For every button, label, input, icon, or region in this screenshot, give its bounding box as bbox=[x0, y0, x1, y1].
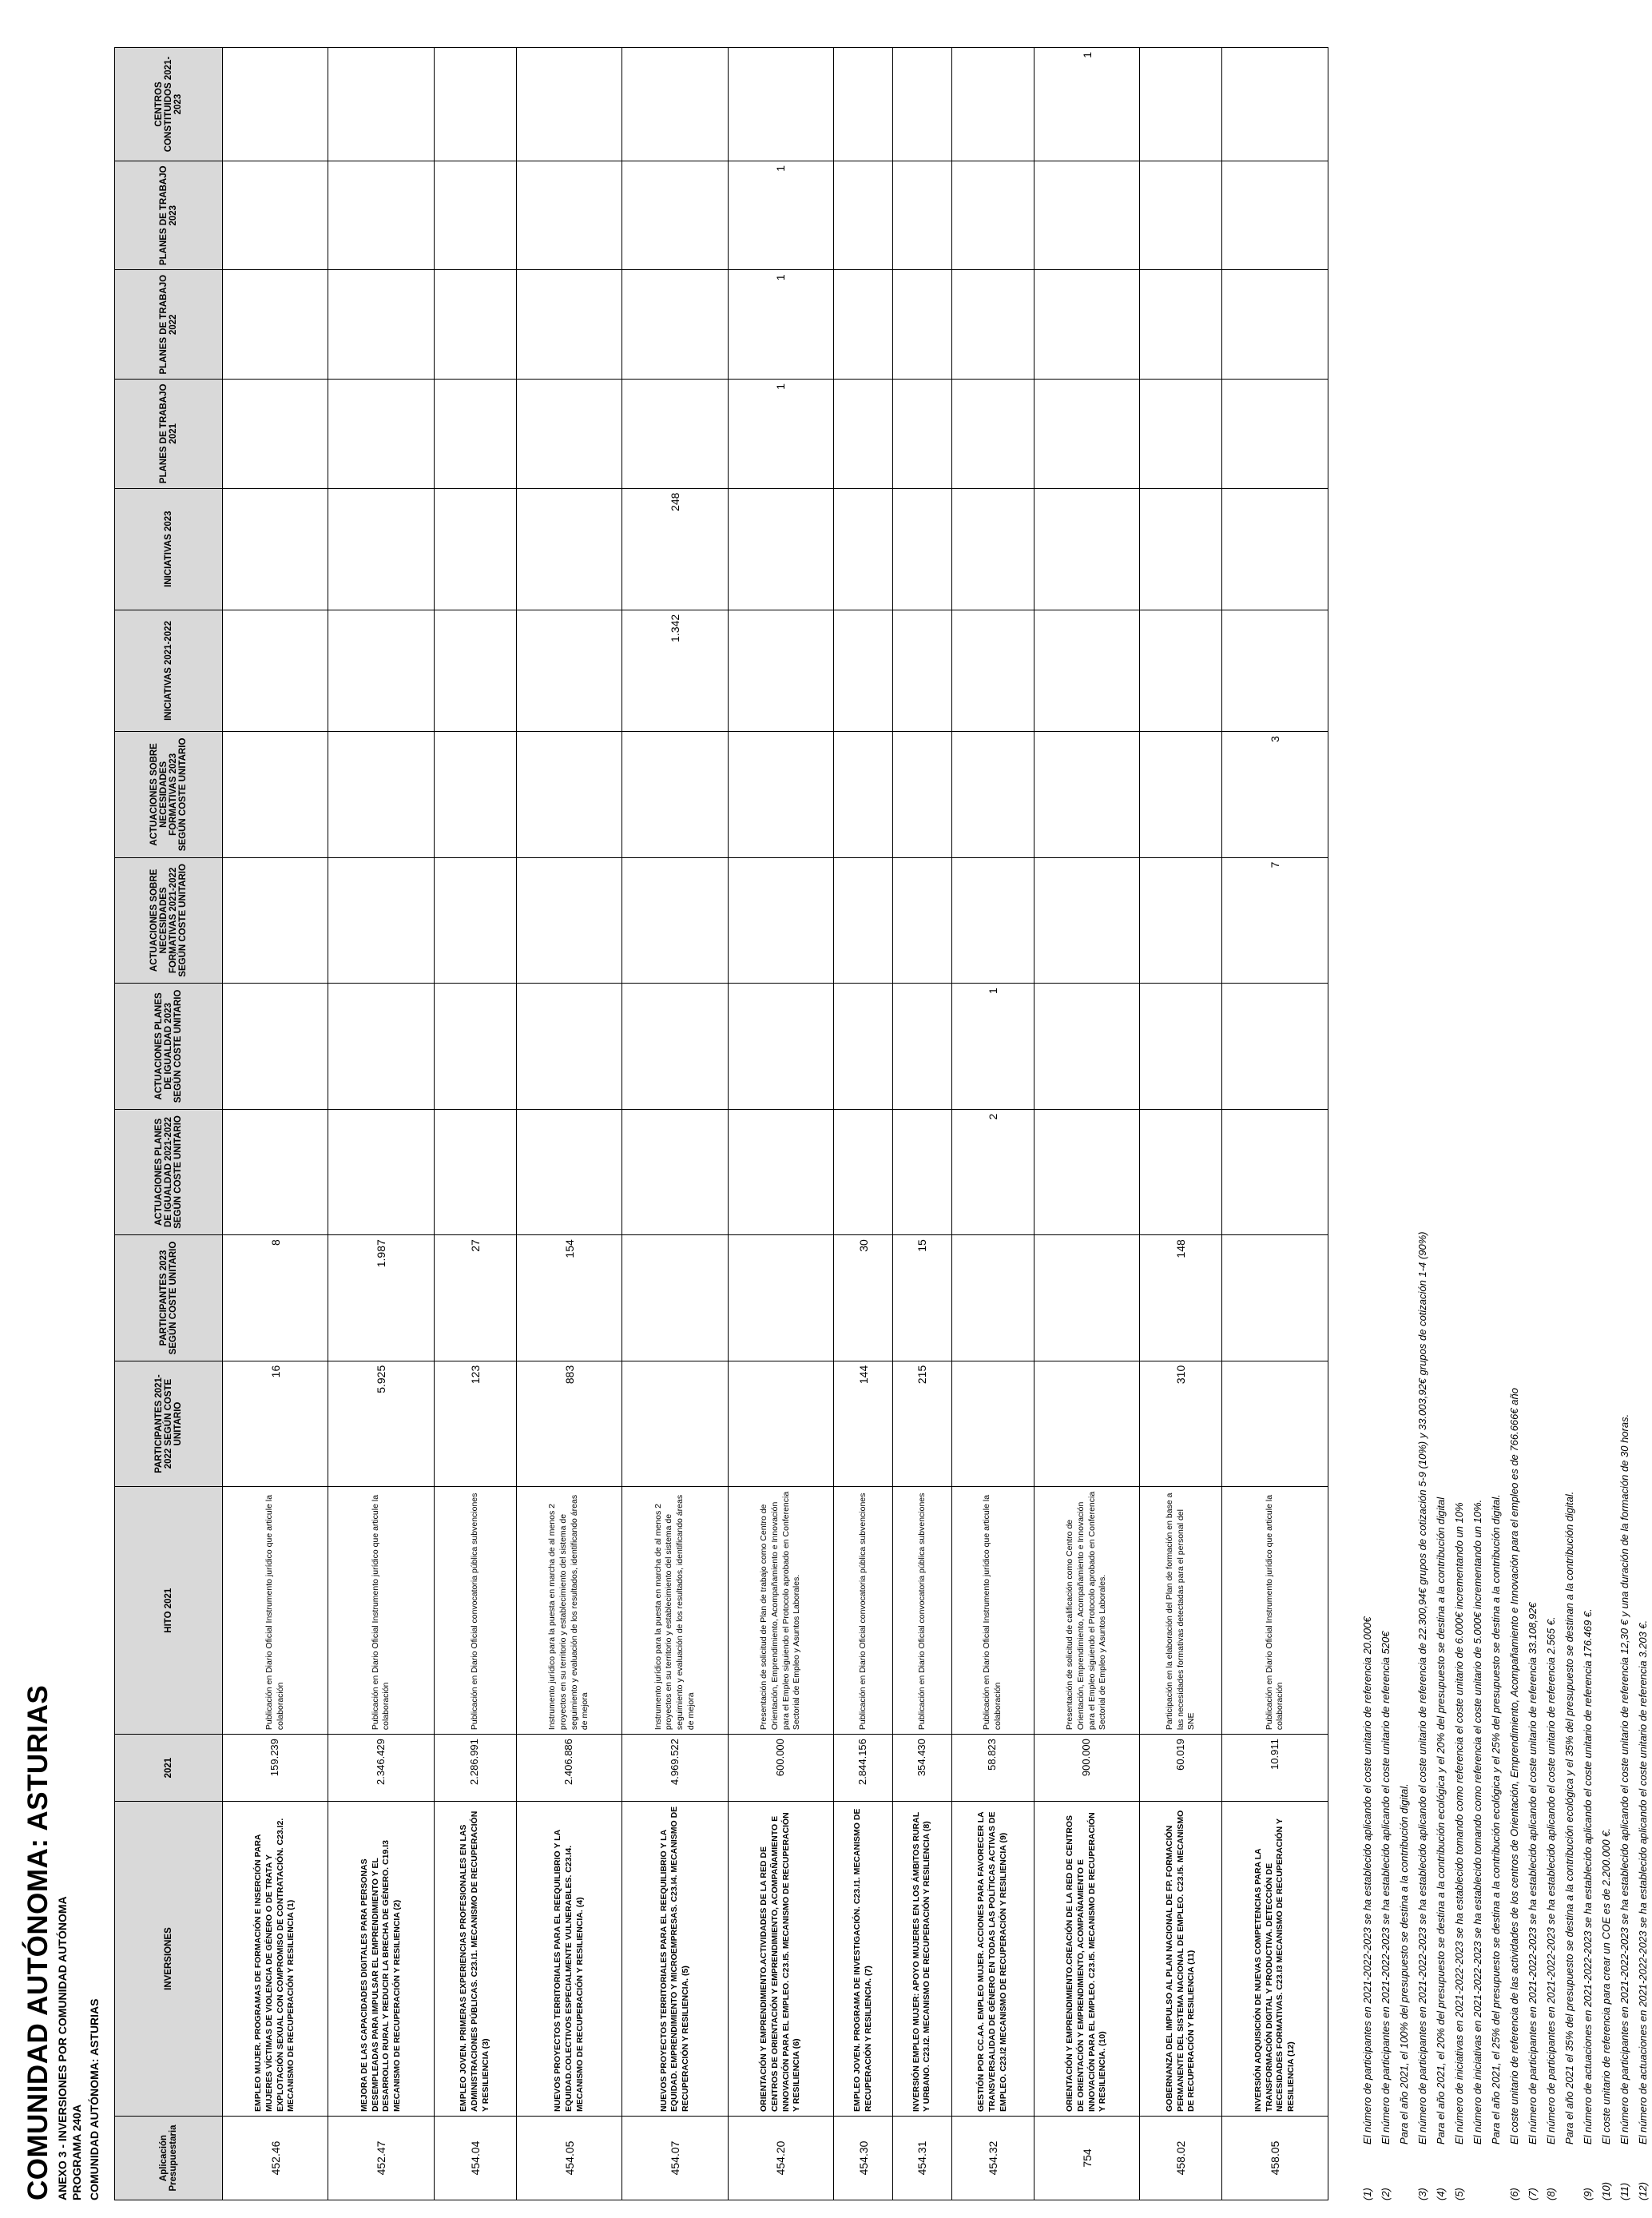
investment-cell: EMPLEO JOVEN. PRIMERAS EXPERIENCIAS PROFESIONALES EN LAS ADMINISTRACIONES PÚBLICAS. C23.I1. MECANISMO DE RECUPERACIÓN Y RESILIENCIA (3) bbox=[434, 1802, 516, 2117]
table-row bbox=[951, 48, 1034, 2200]
amount-2021-cell: 2.286.991 bbox=[434, 1735, 516, 1802]
value-cell bbox=[223, 857, 328, 984]
investment-cell: NUEVOS PROYECTOS TERRITORIALES PARA EL REEQUILIBRIO Y LA EQUIDAD.COLECTIVOS ESPECIALMENTE VULNERABLES. C23.I4. MECANISMO DE RECUPERACIÓN Y RESILIENCIA. (4) bbox=[516, 1802, 621, 2117]
value-cell bbox=[1222, 161, 1328, 270]
value-cell bbox=[516, 48, 621, 161]
value-cell bbox=[622, 380, 728, 489]
footnote-id: (2) bbox=[1380, 2188, 1392, 2200]
value-cell bbox=[728, 488, 833, 610]
value-cell bbox=[951, 1361, 1034, 1487]
footnote-id: (12) bbox=[1637, 2181, 1649, 2200]
amount-2021-cell: 58.823 bbox=[951, 1735, 1034, 1802]
value-cell bbox=[328, 1109, 434, 1235]
footnote-id: (5) bbox=[1453, 2188, 1465, 2200]
footnote bbox=[1450, 1231, 1468, 2200]
investment-cell: ORIENTACIÓN Y EMPRENDIMIENTO.CREACIÓN DE LA RED DE CENTROS DE ORIENTACIÓN Y EMPRENDIMIENTO, ACOMPAÑAMIENTO E INNOVACIÓN PARA EL EMPLEO. C23.I5. MECANISMO DE RECUPERACIÓN Y RESILIENCIA. (10) bbox=[1034, 1802, 1139, 2117]
value-cell bbox=[328, 857, 434, 984]
value-cell bbox=[834, 732, 893, 858]
value-cell bbox=[223, 610, 328, 731]
budget-code-cell: 454.20 bbox=[728, 2116, 833, 2200]
value-cell bbox=[622, 48, 728, 161]
value-cell bbox=[893, 984, 952, 1110]
value-cell bbox=[1140, 984, 1222, 1110]
value-cell bbox=[1034, 488, 1139, 610]
value-cell bbox=[223, 270, 328, 380]
value-cell bbox=[516, 984, 621, 1110]
footnote-text: El número de actuaciones en 2021-2022-2023 se ha establecido aplicando el coste unitario de referencia 3.203 €. bbox=[1637, 1620, 1649, 2144]
footnote-id: (8) bbox=[1545, 2188, 1557, 2200]
amount-2021-cell: 354.430 bbox=[893, 1735, 952, 1802]
footnote-id: (1) bbox=[1361, 2188, 1373, 2200]
value-cell: 2 bbox=[951, 1109, 1034, 1235]
value-cell bbox=[1222, 1109, 1328, 1235]
footnote bbox=[1579, 1231, 1597, 2200]
value-cell bbox=[728, 48, 833, 161]
value-cell bbox=[223, 984, 328, 1110]
value-cell bbox=[834, 380, 893, 489]
footnote bbox=[1413, 1231, 1432, 2200]
investment-cell: EMPLEO MUJER. PROGRAMAS DE FORMACIÓN E INSERCIÓN PARA MUJERES VÍCTIMAS DE VIOLENCIA DE GÉNERO O DE TRATA Y EXPLOTACIÓN SEXUAL CON COMPROMISO DE CONTRATACIÓN. C23.I2. MECANISMO DE RECUPERACIÓN Y RESILIENCIA (1) bbox=[223, 1802, 328, 2117]
value-cell bbox=[516, 1109, 621, 1235]
value-cell bbox=[834, 610, 893, 731]
value-cell bbox=[834, 488, 893, 610]
value-cell bbox=[1140, 1109, 1222, 1235]
footnote-id: (3) bbox=[1416, 2188, 1428, 2200]
program-label: PROGRAMA 240A bbox=[70, 2104, 83, 2200]
value-cell bbox=[728, 984, 833, 1110]
value-cell bbox=[328, 984, 434, 1110]
budget-code-cell: 458.02 bbox=[1140, 2116, 1222, 2200]
budget-code-cell: 452.47 bbox=[328, 2116, 434, 2200]
footnote-text: El número de participantes en 2021-2022-2023 se ha establecido aplicando el coste unitario de referencia de 22.300,94€ grupos de cotización 5-9 (10%) y 33.003,92€ grupos de cotización 1-4 (90%) bbox=[1416, 1231, 1428, 2144]
footnote bbox=[1468, 1231, 1487, 2200]
milestone-cell: Publicación en Diario Oficial convocatoria pública subvenciones bbox=[434, 1487, 516, 1735]
investment-cell: NUEVOS PROYECTOS TERRITORIALES PARA EL REEQUILIBRIO Y LA EQUIDAD. EMPRENDIMIENTO Y MICROEMPRESAS. C23.I4. MECANISMO DE RECUPERACIÓN Y RESILIENCIA. (5) bbox=[622, 1802, 728, 2117]
column-header: CENTROS CONSTITUIDOS 2021-2023 bbox=[115, 48, 223, 161]
value-cell bbox=[328, 380, 434, 489]
footnote-text: El número de participantes en 2021-2022-2023 se ha establecido aplicando el coste unitario de referencia 20.000€ bbox=[1361, 1616, 1373, 2144]
footnote bbox=[1376, 1231, 1395, 2200]
footnote-id: (6) bbox=[1508, 2188, 1520, 2200]
footnote bbox=[1432, 1231, 1450, 2200]
column-header: ACTUACIONES PLANES DE IGUALDAD 2023 SEGÚN COSTE UNITARIO bbox=[115, 984, 223, 1110]
value-cell bbox=[516, 732, 621, 858]
value-cell bbox=[728, 1235, 833, 1361]
value-cell bbox=[516, 857, 621, 984]
column-header: INVERSIONES bbox=[115, 1802, 223, 2117]
budget-code-cell: 754 bbox=[1034, 2116, 1139, 2200]
value-cell: 883 bbox=[516, 1361, 621, 1487]
value-cell: 123 bbox=[434, 1361, 516, 1487]
value-cell bbox=[434, 270, 516, 380]
value-cell bbox=[1034, 1361, 1139, 1487]
value-cell bbox=[893, 488, 952, 610]
value-cell bbox=[516, 161, 621, 270]
milestone-cell: Presentación de solicitud de calificación como Centro de Orientación, Emprendimiento, Acompañamiento e Innovación para el Empleo siguiendo el Protocolo aprobado en Conferencia Sectorial de Empleo y Asuntos Laborales. bbox=[1034, 1487, 1139, 1735]
value-cell: 1.987 bbox=[328, 1235, 434, 1361]
investments-table bbox=[114, 47, 1328, 2200]
footnote-text: El número de participantes en 2021-2022-2023 se ha establecido aplicando el coste unitario de referencia 12,30 € y una duración de la formación de 30 horas. bbox=[1618, 1413, 1630, 2144]
value-cell bbox=[893, 857, 952, 984]
value-cell bbox=[1034, 984, 1139, 1110]
value-cell bbox=[893, 1109, 952, 1235]
value-cell: 1.342 bbox=[622, 610, 728, 731]
value-cell: 5.925 bbox=[328, 1361, 434, 1487]
value-cell bbox=[622, 270, 728, 380]
footnote bbox=[1542, 1231, 1560, 2200]
value-cell bbox=[951, 857, 1034, 984]
value-cell bbox=[622, 161, 728, 270]
value-cell bbox=[1222, 1235, 1328, 1361]
amount-2021-cell: 600.000 bbox=[728, 1735, 833, 1802]
milestone-cell: Instrumento jurídico para la puesta en marcha de al menos 2 proyectos en su territorio y establecimiento del sistema de seguimiento y evaluación de los resultados, identificando áreas de mejora bbox=[622, 1487, 728, 1735]
value-cell bbox=[434, 732, 516, 858]
value-cell bbox=[951, 732, 1034, 858]
milestone-cell: Instrumento jurídico para la puesta en marcha de al menos 2 proyectos en su territorio y establecimiento del sistema de seguimiento y evaluación de los resultados, identificando áreas de mejora bbox=[516, 1487, 621, 1735]
footnote-text: El número de iniciativas en 2021-2022-2023 se ha establecido tomando como referencia el coste unitario de 6.000€ incrementando un 10% bbox=[1453, 1502, 1465, 2144]
budget-code-cell: 454.31 bbox=[893, 2116, 952, 2200]
footnote-text: El coste unitario de referencia para crear un COE es de 2.200.000 €. bbox=[1600, 1827, 1612, 2144]
table-row bbox=[516, 48, 621, 2200]
budget-code-cell: 454.32 bbox=[951, 2116, 1034, 2200]
community-label: COMUNIDAD AUTÓNOMA: ASTURIAS bbox=[88, 1998, 101, 2200]
column-header: PARTICIPANTES 2023 SEGÚN COSTE UNITARIO bbox=[115, 1235, 223, 1361]
value-cell bbox=[728, 1361, 833, 1487]
column-header: ACTUACIONES PLANES DE IGUALDAD 2021-2022 SEGÚN COSTE UNITARIO bbox=[115, 1109, 223, 1235]
value-cell bbox=[1140, 161, 1222, 270]
footnote bbox=[1487, 1231, 1505, 2200]
amount-2021-cell: 4.969.522 bbox=[622, 1735, 728, 1802]
value-cell bbox=[434, 984, 516, 1110]
milestone-cell: Publicación en Diario Oficial convocatoria pública subvenciones bbox=[893, 1487, 952, 1735]
value-cell: 248 bbox=[622, 488, 728, 610]
table-row bbox=[834, 48, 893, 2200]
value-cell bbox=[1140, 732, 1222, 858]
table-row bbox=[728, 48, 833, 2200]
value-cell bbox=[893, 161, 952, 270]
value-cell: 1 bbox=[951, 984, 1034, 1110]
budget-code-cell: 454.04 bbox=[434, 2116, 516, 2200]
value-cell bbox=[834, 857, 893, 984]
budget-code-cell: 454.07 bbox=[622, 2116, 728, 2200]
value-cell: 3 bbox=[1222, 732, 1328, 858]
value-cell bbox=[328, 48, 434, 161]
footnote-text: El coste unitario de referencia de las actividades de los centros de Orientación, Emprendimiento, Acompañamiento e Innovación para el empleo es de 766.666€ año bbox=[1508, 1388, 1520, 2144]
table-row bbox=[893, 48, 952, 2200]
value-cell bbox=[1140, 270, 1222, 380]
column-header: ACTUACIONES SOBRE NECESIDADES FORMATIVAS 2023 SEGÚN COSTE UNITARIO bbox=[115, 732, 223, 858]
footnotes bbox=[1358, 1231, 1652, 2200]
investment-cell: GOBERNANZA DEL IMPULSO AL PLAN NACIONAL DE FP. FORMACIÓN PERMANENTE DEL SISTEMA NACIONAL DE EMPLEO. C23.I5. MECANISMO DE RECUPERACIÓN Y RESILIENCIA (11) bbox=[1140, 1802, 1222, 2117]
value-cell: 154 bbox=[516, 1235, 621, 1361]
value-cell bbox=[223, 488, 328, 610]
amount-2021-cell: 2.346.429 bbox=[328, 1735, 434, 1802]
value-cell: 7 bbox=[1222, 857, 1328, 984]
budget-code-cell: 452.46 bbox=[223, 2116, 328, 2200]
value-cell bbox=[328, 610, 434, 731]
value-cell bbox=[1140, 48, 1222, 161]
value-cell bbox=[834, 1109, 893, 1235]
value-cell bbox=[834, 270, 893, 380]
value-cell bbox=[1034, 1109, 1139, 1235]
value-cell bbox=[1034, 270, 1139, 380]
value-cell bbox=[1222, 380, 1328, 489]
value-cell: 144 bbox=[834, 1361, 893, 1487]
value-cell bbox=[728, 732, 833, 858]
value-cell bbox=[951, 1235, 1034, 1361]
value-cell bbox=[834, 161, 893, 270]
value-cell bbox=[1034, 380, 1139, 489]
value-cell: 215 bbox=[893, 1361, 952, 1487]
footnote-text: El número de participantes en 2021-2022-2023 se ha establecido aplicando el coste unitario de referencia 33.108,92€ bbox=[1527, 1602, 1539, 2144]
value-cell bbox=[893, 610, 952, 731]
value-cell bbox=[622, 1361, 728, 1487]
amount-2021-cell: 2.844.156 bbox=[834, 1735, 893, 1802]
footnote bbox=[1395, 1231, 1413, 2200]
value-cell bbox=[1034, 161, 1139, 270]
footnote bbox=[1523, 1231, 1542, 2200]
table-row bbox=[1140, 48, 1222, 2200]
table-row bbox=[328, 48, 434, 2200]
milestone-cell: Publicación en Diario Oficial Instrumento jurídico que articule la colaboración bbox=[1222, 1487, 1328, 1735]
value-cell bbox=[328, 488, 434, 610]
value-cell: 1 bbox=[728, 270, 833, 380]
value-cell bbox=[728, 857, 833, 984]
value-cell: 16 bbox=[223, 1361, 328, 1487]
value-cell: 15 bbox=[893, 1235, 952, 1361]
table-row bbox=[622, 48, 728, 2200]
value-cell bbox=[1222, 984, 1328, 1110]
value-cell bbox=[1140, 857, 1222, 984]
footnote-text: Para el año 2021, el 100% del presupuesto se destina a la contribución digital. bbox=[1398, 1783, 1410, 2144]
value-cell bbox=[893, 732, 952, 858]
value-cell bbox=[434, 857, 516, 984]
footnote-id: (9) bbox=[1582, 2188, 1594, 2200]
column-header: Aplicación Presupuestaria bbox=[115, 2116, 223, 2200]
value-cell bbox=[1222, 1361, 1328, 1487]
milestone-cell: Participación en la elaboración del Plan de formación en base a las necesidades formativas detectadas para el personal del SNE bbox=[1140, 1487, 1222, 1735]
value-cell: 27 bbox=[434, 1235, 516, 1361]
amount-2021-cell: 10.911 bbox=[1222, 1735, 1328, 1802]
table-body bbox=[223, 48, 1328, 2200]
footnote-text: El número de iniciativas en 2021-2022-2023 se ha establecido tomando como referencia el coste unitario de 5.000€ incrementando un 10%. bbox=[1471, 1499, 1483, 2144]
value-cell bbox=[223, 48, 328, 161]
footnote-text: El número de actuaciones en 2021-2022-2023 se ha establecido aplicando el coste unitario de referencia 176.469 €. bbox=[1582, 1608, 1594, 2144]
value-cell bbox=[1140, 380, 1222, 489]
value-cell bbox=[434, 610, 516, 731]
footnote-text: El número de participantes en 2021-2022-2023 se ha establecido aplicando el coste unitario de referencia 2.565 €. bbox=[1545, 1616, 1557, 2144]
investment-cell: MEJORA DE LAS CAPACIDADES DIGITALES PARA PERSONAS DESEMPLEADAS PARA IMPULSAR EL EMPRENDIMIENTO Y EL DESARROLLO RURAL Y REDUCIR LA BRECHA DE GÉNERO. C19.I3 MECANISMO DE RECUPERACIÓN Y RESILIENCIA (2) bbox=[328, 1802, 434, 2117]
budget-code-cell: 454.30 bbox=[834, 2116, 893, 2200]
value-cell bbox=[1222, 610, 1328, 731]
footnote-text: El número de participantes en 2021-2022-2023 se ha establecido aplicando el coste unitario de referencia 520€ bbox=[1380, 1631, 1392, 2144]
value-cell bbox=[328, 270, 434, 380]
value-cell bbox=[893, 380, 952, 489]
value-cell bbox=[951, 48, 1034, 161]
investment-cell: GESTIÓN POR CC.AA. EMPLEO MUJER. ACCIONES PARA FAVORECER LA TRANSVERSALIDAD DE GÉNERO EN TODAS LAS POLÍTICAS ACTIVAS DE EMPLEO. C23.I2 MECANISMO DE RECUPERACIÓN Y RESILIENCIA (9) bbox=[951, 1802, 1034, 2117]
column-header: ACTUACIONES SOBRE NECESIDADES FORMATIVAS 2021-2022 SEGÚN COSTE UNITARIO bbox=[115, 857, 223, 984]
table-row bbox=[1222, 48, 1328, 2200]
footnote bbox=[1597, 1231, 1615, 2200]
value-cell: 148 bbox=[1140, 1235, 1222, 1361]
amount-2021-cell: 2.406.886 bbox=[516, 1735, 621, 1802]
value-cell bbox=[434, 48, 516, 161]
value-cell bbox=[1034, 857, 1139, 984]
value-cell bbox=[1140, 488, 1222, 610]
value-cell bbox=[434, 488, 516, 610]
milestone-cell: Publicación en Diario Oficial Instrumento jurídico que articule la colaboración bbox=[223, 1487, 328, 1735]
value-cell bbox=[223, 1109, 328, 1235]
footnote bbox=[1358, 1231, 1376, 2200]
footnote bbox=[1615, 1231, 1634, 2200]
footnote-id: (11) bbox=[1618, 2182, 1630, 2200]
value-cell bbox=[622, 1235, 728, 1361]
table-row bbox=[1034, 48, 1139, 2200]
value-cell: 8 bbox=[223, 1235, 328, 1361]
value-cell bbox=[1034, 610, 1139, 731]
footnote bbox=[1560, 1231, 1579, 2200]
milestone-cell: Publicación en Diario Oficial Instrumento jurídico que articule la colaboración bbox=[328, 1487, 434, 1735]
value-cell bbox=[516, 380, 621, 489]
footnote bbox=[1505, 1231, 1523, 2200]
value-cell: 310 bbox=[1140, 1361, 1222, 1487]
column-header: PLANES DE TRABAJO 2023 bbox=[115, 161, 223, 270]
value-cell bbox=[622, 732, 728, 858]
value-cell bbox=[951, 380, 1034, 489]
value-cell bbox=[728, 1109, 833, 1235]
value-cell bbox=[223, 161, 328, 270]
footnote-id: (4) bbox=[1435, 2188, 1447, 2200]
value-cell bbox=[834, 984, 893, 1110]
budget-code-cell: 454.05 bbox=[516, 2116, 621, 2200]
value-cell bbox=[1034, 1235, 1139, 1361]
value-cell bbox=[1222, 488, 1328, 610]
annex-title: ANEXO 3 - INVERSIONES POR COMUNIDAD AUTÓNOMA bbox=[56, 1896, 69, 2200]
value-cell bbox=[1222, 48, 1328, 161]
milestone-cell: Presentación de solicitud de Plan de trabajo como Centro de Orientación, Emprendimiento, Acompañamiento e Innovación para el Empleo siguiendo el Protocolo aprobado en Conferencia Sectorial de Empleo y Asuntos Laborales. bbox=[728, 1487, 833, 1735]
column-header: PARTICIPANTES 2021-2022 SEGÚN COSTE UNITARIO bbox=[115, 1361, 223, 1487]
investment-cell: INVERSIÓN EMPLEO MUJER: APOYO MUJERES EN LOS ÁMBITOS RURAL Y URBANO. C23.I2. MECANISMO DE RECUPERACIÓN Y RESILIENCIA (8) bbox=[893, 1802, 952, 2117]
column-header: INICIATIVAS 2023 bbox=[115, 488, 223, 610]
value-cell: 1 bbox=[728, 380, 833, 489]
column-header: PLANES DE TRABAJO 2021 bbox=[115, 380, 223, 489]
value-cell bbox=[516, 610, 621, 731]
value-cell bbox=[223, 380, 328, 489]
footnote-text: Para el año 2021, el 25% del presupuesto se destina a la contribución ecológica y el 25% del presupuesto se destina a la contribución digital. bbox=[1490, 1494, 1502, 2144]
milestone-cell: Publicación en Diario Oficial convocatoria pública subvenciones bbox=[834, 1487, 893, 1735]
value-cell bbox=[434, 1109, 516, 1235]
value-cell bbox=[951, 610, 1034, 731]
table-row bbox=[434, 48, 516, 2200]
value-cell bbox=[893, 270, 952, 380]
value-cell bbox=[622, 857, 728, 984]
amount-2021-cell: 159.239 bbox=[223, 1735, 328, 1802]
amount-2021-cell: 900.000 bbox=[1034, 1735, 1139, 1802]
column-header: 2021 bbox=[115, 1735, 223, 1802]
value-cell bbox=[328, 732, 434, 858]
value-cell bbox=[951, 161, 1034, 270]
value-cell bbox=[893, 48, 952, 161]
value-cell bbox=[1222, 270, 1328, 380]
amount-2021-cell: 60.019 bbox=[1140, 1735, 1222, 1802]
value-cell bbox=[516, 488, 621, 610]
page-title: COMUNIDAD AUTÓNOMA: ASTURIAS bbox=[22, 1684, 54, 2200]
investment-cell: EMPLEO JOVEN. PROGRAMA DE INVESTIGACIÓN. C23.I1. MECANISMO DE RECUPERACIÓN Y RESILIENCIA. (7) bbox=[834, 1802, 893, 2117]
value-cell bbox=[434, 380, 516, 489]
footnote bbox=[1634, 1231, 1652, 2200]
value-cell bbox=[328, 161, 434, 270]
milestone-cell: Publicación en Diario Oficial Instrumento jurídico que articule la colaboración bbox=[951, 1487, 1034, 1735]
value-cell bbox=[223, 732, 328, 858]
value-cell bbox=[434, 161, 516, 270]
value-cell bbox=[1140, 610, 1222, 731]
value-cell bbox=[728, 610, 833, 731]
value-cell bbox=[951, 270, 1034, 380]
footnote-id: (7) bbox=[1527, 2188, 1539, 2200]
budget-code-cell: 458.05 bbox=[1222, 2116, 1328, 2200]
table-row bbox=[223, 48, 328, 2200]
value-cell bbox=[622, 984, 728, 1110]
investment-cell: ORIENTACIÓN Y EMPRENDIMIENTO.ACTIVIDADES DE LA RED DE CENTROS DE ORIENTACIÓN Y EMPRENDIMIENTO, ACOMPAÑAMIENTO E INNOVACIÓN PARA EL EMPLEO. C23.I5. MECANISMO DE RECUPERACIÓN Y RESILIENCIA (6) bbox=[728, 1802, 833, 2117]
value-cell: 1 bbox=[728, 161, 833, 270]
footnote-text: Para el año 2021 el 35% del presupuesto se destina a la contribución ecológica y el 35% del presupuesto se destinan a la contribución digital. bbox=[1563, 1491, 1575, 2144]
column-header: PLANES DE TRABAJO 2022 bbox=[115, 270, 223, 380]
value-cell bbox=[622, 1109, 728, 1235]
value-cell bbox=[834, 48, 893, 161]
footnote-text: Para el año 2021, el 20% del presupuesto se destina a la contribución ecológica y el 20% del presupuesto se destina a la contribución digital bbox=[1435, 1497, 1447, 2144]
value-cell bbox=[516, 270, 621, 380]
column-header: INICIATIVAS 2021-2022 bbox=[115, 610, 223, 731]
column-header: HITO 2021 bbox=[115, 1487, 223, 1735]
investment-cell: INVERSIÓN ADQUISICIÓN DE NUEVAS COMPETENCIAS PARA LA TRANSFORMACIÓN DIGITAL Y PRODUCTIVA. DETECCIÓN DE NECESIDADES FORMATIVAS. C23.I3 MECANISMO DE RECUPERACIÓN Y RESILIENCIA (12) bbox=[1222, 1802, 1328, 2117]
value-cell: 1 bbox=[1034, 48, 1139, 161]
value-cell: 30 bbox=[834, 1235, 893, 1361]
value-cell bbox=[1034, 732, 1139, 858]
footnote-id: (10) bbox=[1600, 2181, 1612, 2200]
table-header-row bbox=[115, 48, 223, 2200]
value-cell bbox=[951, 488, 1034, 610]
